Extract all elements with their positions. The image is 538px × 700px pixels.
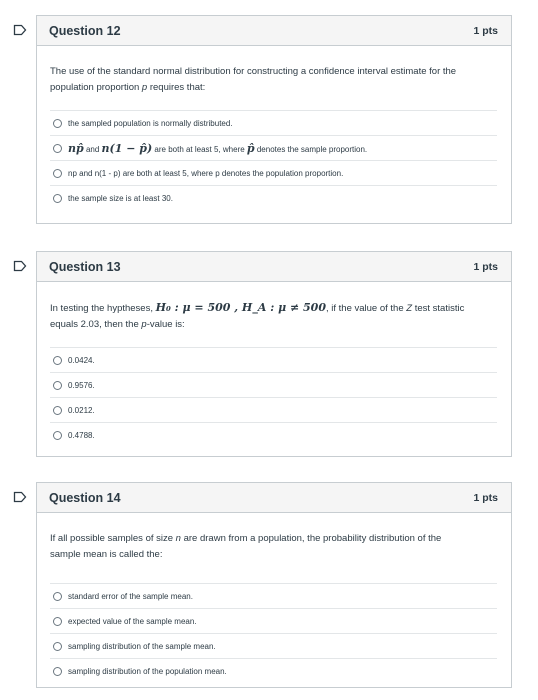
answer-option[interactable]	[50, 160, 497, 185]
answer-list	[50, 347, 497, 447]
flag-question-icon[interactable]	[13, 260, 27, 272]
answer-label: sampling distribution of the population mean.	[68, 666, 227, 676]
radio-button[interactable]	[53, 119, 62, 128]
answer-label: expected value of the sample mean.	[68, 616, 197, 626]
question-card-12	[36, 15, 512, 224]
answer-label: the sampled population is normally distributed.	[68, 118, 233, 128]
answer-option[interactable]	[50, 608, 497, 633]
question-text: The use of the standard normal distribution for constructing a confidence interval estimate for the population proportion p requires that:	[50, 66, 457, 93]
answer-list	[50, 583, 497, 683]
radio-button[interactable]	[53, 144, 62, 153]
radio-button[interactable]	[53, 642, 62, 651]
flag-question-icon[interactable]	[13, 491, 27, 503]
radio-button[interactable]	[53, 431, 62, 440]
answer-list	[50, 110, 497, 210]
answer-option[interactable]	[50, 422, 497, 447]
radio-button[interactable]	[53, 592, 62, 601]
question-header	[37, 16, 511, 46]
radio-button[interactable]	[53, 617, 62, 626]
answer-label: 0.0212.	[68, 405, 95, 415]
answer-label: standard error of the sample mean.	[68, 591, 193, 601]
answer-option[interactable]	[50, 397, 497, 422]
answer-label: 0.9576.	[68, 380, 95, 390]
radio-button[interactable]	[53, 169, 62, 178]
question-card-13	[36, 251, 512, 457]
answer-option[interactable]	[50, 135, 497, 160]
question-title: Question 12	[49, 23, 121, 38]
radio-button[interactable]	[53, 406, 62, 415]
answer-label: np̂ and n(1 − p̂) are both at least 5, where p̂ denotes the sample proportion.	[68, 141, 368, 155]
answer-label: 0.0424.	[68, 355, 95, 365]
question-header	[37, 483, 511, 513]
question-card-14	[36, 482, 512, 688]
question-points: 1 pts	[473, 24, 498, 37]
question-points: 1 pts	[473, 491, 498, 504]
answer-option[interactable]	[50, 185, 497, 210]
answer-option[interactable]	[50, 110, 497, 135]
answer-label: 0.4788.	[68, 430, 95, 440]
flag-question-icon[interactable]	[13, 24, 27, 36]
question-text: If all possible samples of size n are drawn from a population, the probability distribution of the sample mean is called the:	[50, 533, 442, 560]
question-header	[37, 252, 511, 282]
radio-button[interactable]	[53, 194, 62, 203]
answer-option[interactable]	[50, 347, 497, 372]
answer-label: np and n(1 - p) are both at least 5, where p denotes the population proportion.	[68, 168, 344, 178]
radio-button[interactable]	[53, 381, 62, 390]
answer-label: sampling distribution of the sample mean.	[68, 641, 216, 651]
question-text: In testing the hyptheses, H₀ : μ = 500 , H_A : μ ≠ 500, if the value of the Z test statistic equals 2.03, then the p-value is:	[50, 301, 465, 330]
radio-button[interactable]	[53, 667, 62, 676]
answer-option[interactable]	[50, 583, 497, 608]
question-title: Question 14	[49, 490, 121, 505]
question-title: Question 13	[49, 259, 121, 274]
answer-label: the sample size is at least 30.	[68, 193, 173, 203]
answer-option[interactable]	[50, 372, 497, 397]
radio-button[interactable]	[53, 356, 62, 365]
answer-option[interactable]	[50, 633, 497, 658]
answer-option[interactable]	[50, 658, 497, 683]
question-points: 1 pts	[473, 260, 498, 273]
